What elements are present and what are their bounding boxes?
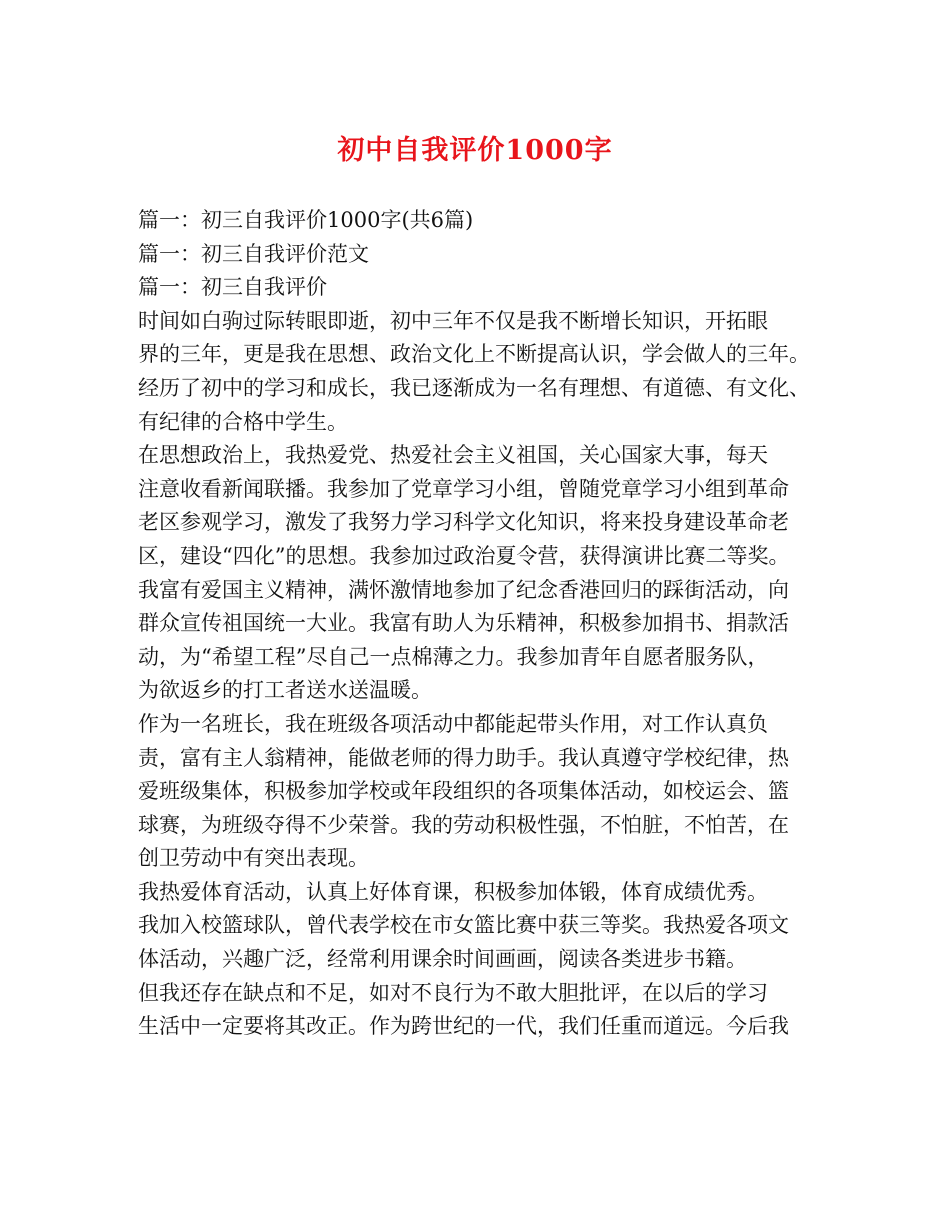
text-line: 爱班级集体，积极参加学校或年段组织的各项集体活动，如校运会、篮 xyxy=(138,779,789,804)
text-line: 我富有爱国主义精神，满怀激情地参加了纪念香港回归的踩街活动，向 xyxy=(138,577,789,602)
text-line: 篇一：初三自我评价范文 xyxy=(138,241,369,266)
document-body xyxy=(138,204,822,1044)
text-line: 时间如白驹过际转眼即逝，初中三年不仅是我不断增长知识，开拓眼 xyxy=(138,308,768,333)
text-line: 为欲返乡的打工者送水送温暖。 xyxy=(138,678,432,703)
text-line: 注意收看新闻联播。我参加了党章学习小组，曾随党章学习小组到革命 xyxy=(138,476,789,501)
text-line: 老区参观学习，激发了我努力学习科学文化知识，将来投身建设革命老 xyxy=(138,510,789,535)
text-line: 篇一：初三自我评价 xyxy=(138,275,327,300)
text-line: 动，为“希望工程”尽自己一点棉薄之力。我参加青年自愿者服务队， xyxy=(138,644,769,669)
text-line: 界的三年，更是我在思想、政治文化上不断提高认识，学会做人的三年。 xyxy=(138,342,810,367)
text-line: 群众宣传祖国统一大业。我富有助人为乐精神，积极参加捐书、捐款活 xyxy=(138,611,789,636)
text-line: 区，建设“四化”的思想。我参加过政治夏令营，获得演讲比赛二等奖。 xyxy=(138,543,790,568)
text-line: 体活动，兴趣广泛，经常利用课余时间画画，阅读各类进步书籍。 xyxy=(138,947,747,972)
text-line: 创卫劳动中有突出表现。 xyxy=(138,846,369,871)
text-line: 我热爱体育活动，认真上好体育课，积极参加体锻，体育成绩优秀。 xyxy=(138,879,768,904)
text-line: 生活中一定要将其改正。作为跨世纪的一代，我们任重而道远。今后我 xyxy=(138,1014,789,1039)
text-line: 作为一名班长，我在班级各项活动中都能起带头作用，对工作认真负 xyxy=(138,711,768,736)
document-title: 初中自我评价1000字 xyxy=(337,135,613,166)
text-line: 我加入校篮球队，曾代表学校在市女篮比赛中获三等奖。我热爱各项文 xyxy=(138,913,789,938)
text-line: 责，富有主人翁精神，能做老师的得力助手。我认真遵守学校纪律，热 xyxy=(138,745,789,770)
text-line: 有纪律的合格中学生。 xyxy=(138,409,348,434)
text-line: 篇一：初三自我评价1000字(共6篇) xyxy=(138,208,474,232)
text-line: 在思想政治上，我热爱党、热爱社会主义祖国，关心国家大事，每天 xyxy=(138,443,768,468)
text-line: 但我还存在缺点和不足，如对不良行为不敢大胆批评，在以后的学习 xyxy=(138,980,768,1005)
text-line: 经历了初中的学习和成长，我已逐渐成为一名有理想、有道德、有文化、 xyxy=(138,375,810,400)
text-line: 球赛，为班级夺得不少荣誉。我的劳动积极性强，不怕脏，不怕苦，在 xyxy=(138,812,789,837)
